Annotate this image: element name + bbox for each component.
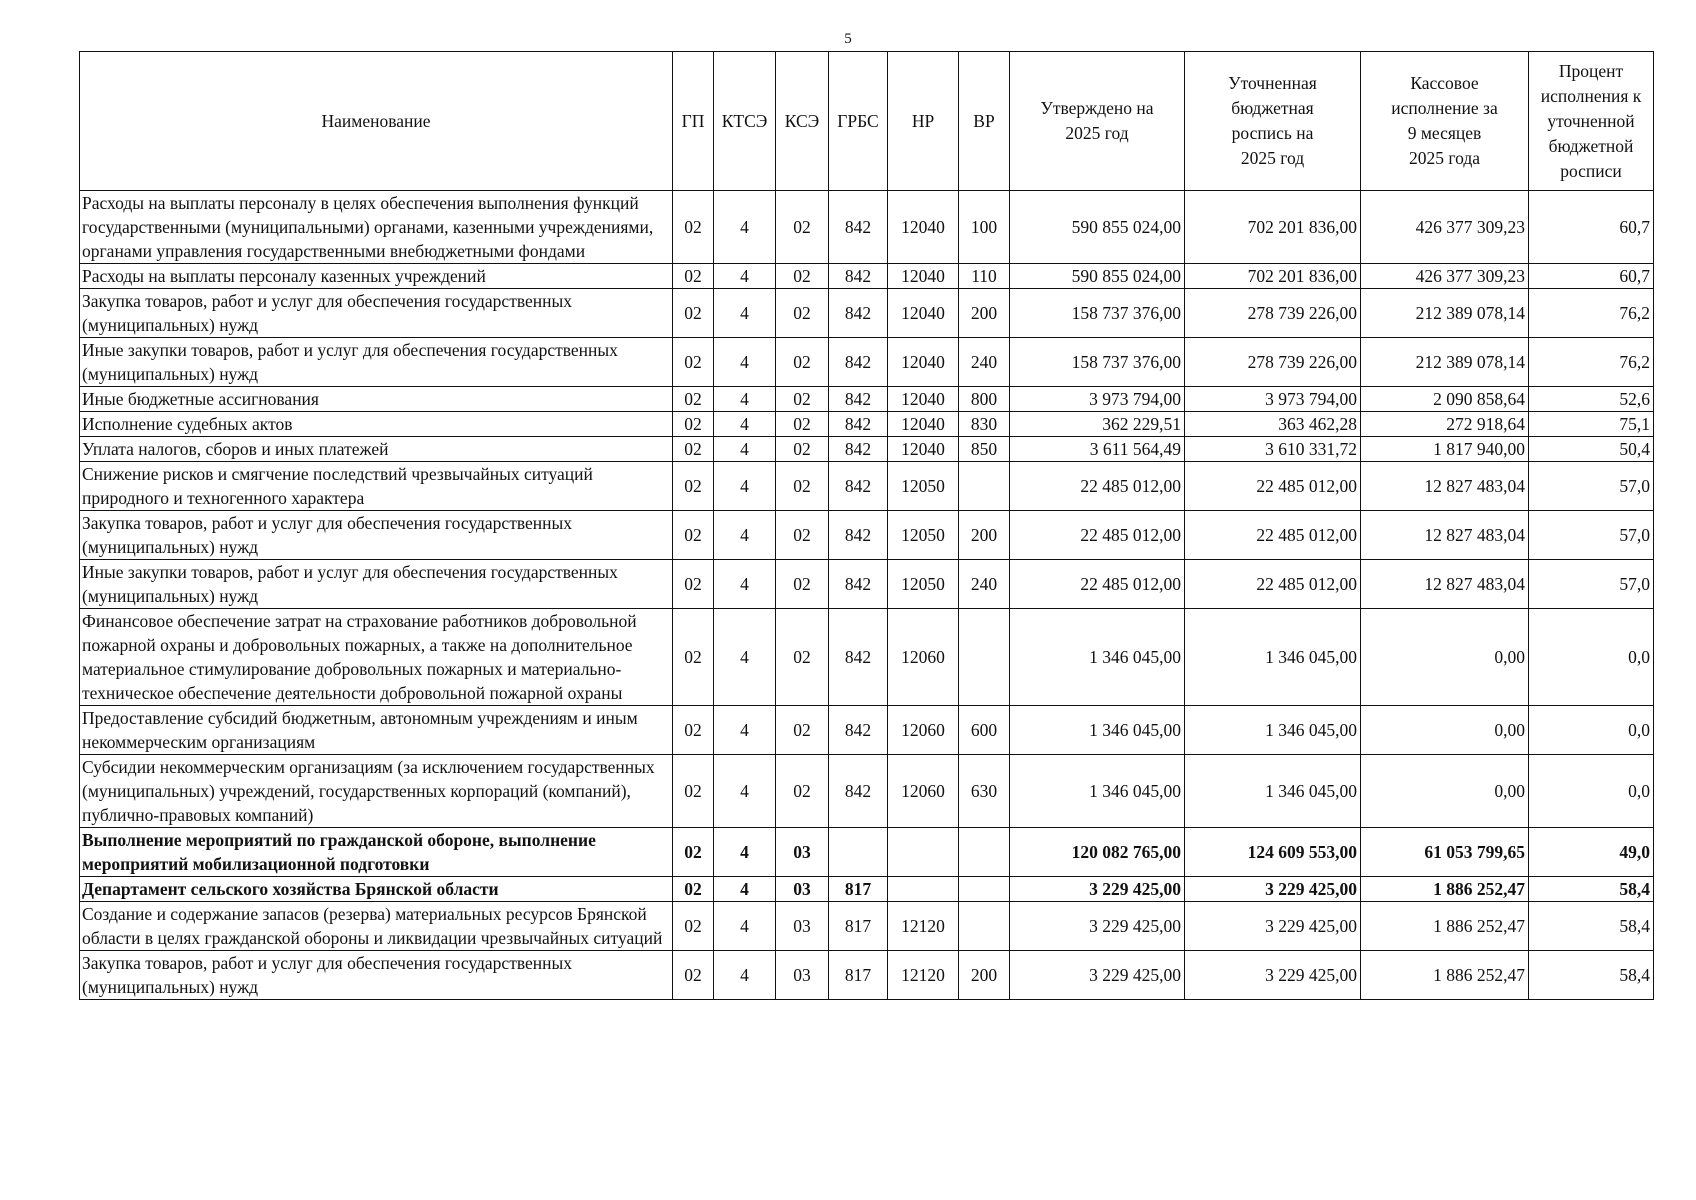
row-approved: 22 485 012,00 [1010, 560, 1185, 609]
row-vr [959, 609, 1010, 706]
row-approved: 1 346 045,00 [1010, 609, 1185, 706]
row-name: Снижение рисков и смягчение последствий чрезвычайных ситуаций природного и техногенного характера [80, 462, 673, 511]
row-vr: 600 [959, 706, 1010, 755]
row-cash: 426 377 309,23 [1361, 191, 1529, 264]
row-approved: 158 737 376,00 [1010, 289, 1185, 338]
row-kse: 02 [776, 609, 829, 706]
row-cash: 426 377 309,23 [1361, 264, 1529, 289]
row-kse: 02 [776, 387, 829, 412]
row-np: 12040 [888, 437, 959, 462]
row-name: Закупка товаров, работ и услуг для обеспечения государственных (муниципальных) нужд [80, 289, 673, 338]
header-ktse: КТСЭ [714, 52, 776, 191]
row-ktse: 4 [714, 511, 776, 560]
row-refined: 22 485 012,00 [1185, 462, 1361, 511]
row-np: 12040 [888, 387, 959, 412]
row-gp: 02 [673, 387, 714, 412]
row-kse: 03 [776, 828, 829, 877]
table-row [80, 706, 1654, 755]
row-vr: 240 [959, 338, 1010, 387]
row-ktse: 4 [714, 289, 776, 338]
row-np: 12040 [888, 289, 959, 338]
row-percent: 0,0 [1529, 609, 1654, 706]
row-approved: 3 229 425,00 [1010, 902, 1185, 951]
row-approved: 1 346 045,00 [1010, 706, 1185, 755]
row-refined: 124 609 553,00 [1185, 828, 1361, 877]
row-np: 12050 [888, 511, 959, 560]
row-percent: 50,4 [1529, 437, 1654, 462]
row-cash: 0,00 [1361, 755, 1529, 828]
row-gp: 02 [673, 902, 714, 951]
row-cash: 12 827 483,04 [1361, 560, 1529, 609]
row-cash: 12 827 483,04 [1361, 511, 1529, 560]
row-percent: 58,4 [1529, 951, 1654, 1000]
row-name: Исполнение судебных актов [80, 412, 673, 437]
row-grbs: 842 [829, 609, 888, 706]
row-vr [959, 828, 1010, 877]
row-vr: 200 [959, 289, 1010, 338]
header-cash: Кассовое исполнение за 9 месяцев 2025 года [1361, 52, 1529, 191]
table-row [80, 412, 1654, 437]
row-name: Уплата налогов, сборов и иных платежей [80, 437, 673, 462]
row-refined: 22 485 012,00 [1185, 560, 1361, 609]
row-percent: 57,0 [1529, 462, 1654, 511]
row-name: Иные закупки товаров, работ и услуг для обеспечения государственных (муниципальных) нужд [80, 338, 673, 387]
row-grbs: 842 [829, 289, 888, 338]
header-row [80, 52, 1654, 191]
row-np: 12040 [888, 338, 959, 387]
row-gp: 02 [673, 511, 714, 560]
header-percent: Процент исполнения к уточненной бюджетной росписи [1529, 52, 1654, 191]
row-grbs: 842 [829, 462, 888, 511]
row-ktse: 4 [714, 412, 776, 437]
row-percent: 76,2 [1529, 338, 1654, 387]
row-ktse: 4 [714, 338, 776, 387]
row-cash: 1 886 252,47 [1361, 877, 1529, 902]
row-vr [959, 877, 1010, 902]
row-kse: 02 [776, 412, 829, 437]
row-percent: 60,7 [1529, 264, 1654, 289]
row-ktse: 4 [714, 560, 776, 609]
header-grbs: ГРБС [829, 52, 888, 191]
row-vr: 100 [959, 191, 1010, 264]
row-refined: 3 229 425,00 [1185, 951, 1361, 1000]
row-name: Создание и содержание запасов (резерва) материальных ресурсов Брянской области в целях гражданской обороны и ликвидации чрезвычайных ситуаций [80, 902, 673, 951]
row-grbs: 842 [829, 387, 888, 412]
row-name: Предоставление субсидий бюджетным, автономным учреждениям и иным некоммерческим организациям [80, 706, 673, 755]
row-ktse: 4 [714, 437, 776, 462]
row-refined: 702 201 836,00 [1185, 191, 1361, 264]
row-ktse: 4 [714, 264, 776, 289]
row-refined: 702 201 836,00 [1185, 264, 1361, 289]
row-cash: 1 886 252,47 [1361, 951, 1529, 1000]
row-kse: 02 [776, 264, 829, 289]
row-approved: 158 737 376,00 [1010, 338, 1185, 387]
table-row [80, 828, 1654, 877]
row-vr: 800 [959, 387, 1010, 412]
row-refined: 22 485 012,00 [1185, 511, 1361, 560]
row-grbs [829, 828, 888, 877]
header-vr: ВР [959, 52, 1010, 191]
row-cash: 0,00 [1361, 706, 1529, 755]
row-np: 12060 [888, 609, 959, 706]
row-percent: 0,0 [1529, 706, 1654, 755]
table-row [80, 191, 1654, 264]
table-row [80, 877, 1654, 902]
row-np: 12050 [888, 462, 959, 511]
row-refined: 1 346 045,00 [1185, 706, 1361, 755]
row-np: 12060 [888, 706, 959, 755]
row-kse: 02 [776, 462, 829, 511]
row-gp: 02 [673, 560, 714, 609]
row-name: Департамент сельского хозяйства Брянской области [80, 877, 673, 902]
row-approved: 3 611 564,49 [1010, 437, 1185, 462]
row-approved: 3 973 794,00 [1010, 387, 1185, 412]
row-np: 12120 [888, 902, 959, 951]
row-percent: 58,4 [1529, 902, 1654, 951]
row-ktse: 4 [714, 902, 776, 951]
row-gp: 02 [673, 877, 714, 902]
row-grbs: 842 [829, 511, 888, 560]
row-approved: 3 229 425,00 [1010, 951, 1185, 1000]
table-row [80, 560, 1654, 609]
header-refined: Уточненная бюджетная роспись на 2025 год [1185, 52, 1361, 191]
row-gp: 02 [673, 437, 714, 462]
row-np: 12050 [888, 560, 959, 609]
page-number: 5 [844, 31, 852, 47]
row-ktse: 4 [714, 462, 776, 511]
row-refined: 3 229 425,00 [1185, 877, 1361, 902]
row-percent: 58,4 [1529, 877, 1654, 902]
row-approved: 590 855 024,00 [1010, 191, 1185, 264]
row-refined: 3 973 794,00 [1185, 387, 1361, 412]
row-grbs: 842 [829, 412, 888, 437]
row-gp: 02 [673, 338, 714, 387]
row-approved: 22 485 012,00 [1010, 511, 1185, 560]
row-grbs: 842 [829, 264, 888, 289]
row-name: Расходы на выплаты персоналу казенных учреждений [80, 264, 673, 289]
row-ktse: 4 [714, 877, 776, 902]
table-row [80, 462, 1654, 511]
row-cash: 61 053 799,65 [1361, 828, 1529, 877]
row-grbs: 842 [829, 191, 888, 264]
row-cash: 2 090 858,64 [1361, 387, 1529, 412]
row-refined: 3 229 425,00 [1185, 902, 1361, 951]
row-name: Закупка товаров, работ и услуг для обеспечения государственных (муниципальных) нужд [80, 951, 673, 1000]
row-cash: 212 389 078,14 [1361, 289, 1529, 338]
row-cash: 1 817 940,00 [1361, 437, 1529, 462]
row-vr: 630 [959, 755, 1010, 828]
row-gp: 02 [673, 191, 714, 264]
row-percent: 76,2 [1529, 289, 1654, 338]
row-refined: 363 462,28 [1185, 412, 1361, 437]
row-ktse: 4 [714, 706, 776, 755]
table-row [80, 338, 1654, 387]
row-gp: 02 [673, 412, 714, 437]
row-kse: 02 [776, 437, 829, 462]
row-gp: 02 [673, 706, 714, 755]
row-cash: 1 886 252,47 [1361, 902, 1529, 951]
row-approved: 22 485 012,00 [1010, 462, 1185, 511]
header-kse: КСЭ [776, 52, 829, 191]
row-name: Выполнение мероприятий по гражданской обороне, выполнение мероприятий мобилизационной подготовки [80, 828, 673, 877]
row-refined: 278 739 226,00 [1185, 338, 1361, 387]
row-percent: 49,0 [1529, 828, 1654, 877]
row-ktse: 4 [714, 609, 776, 706]
row-ktse: 4 [714, 828, 776, 877]
row-percent: 57,0 [1529, 560, 1654, 609]
row-ktse: 4 [714, 191, 776, 264]
row-vr: 200 [959, 951, 1010, 1000]
row-gp: 02 [673, 289, 714, 338]
row-name: Финансовое обеспечение затрат на страхование работников добровольной пожарной охраны и добровольных пожарных, а также на дополнительное материальное стимулирование добровольных пожарных и материально-техническое обеспечение деятельности добровольной пожарной охраны [80, 609, 673, 706]
row-vr: 850 [959, 437, 1010, 462]
row-cash: 272 918,64 [1361, 412, 1529, 437]
row-approved: 3 229 425,00 [1010, 877, 1185, 902]
row-kse: 02 [776, 511, 829, 560]
row-vr: 200 [959, 511, 1010, 560]
row-np: 12040 [888, 412, 959, 437]
row-cash: 0,00 [1361, 609, 1529, 706]
row-ktse: 4 [714, 951, 776, 1000]
row-kse: 02 [776, 755, 829, 828]
row-approved: 1 346 045,00 [1010, 755, 1185, 828]
row-grbs: 817 [829, 951, 888, 1000]
row-name: Расходы на выплаты персоналу в целях обеспечения выполнения функций государственными (муниципальными) органами, казенными учреждениями, органами управления государственными внебюджетными фондами [80, 191, 673, 264]
row-grbs: 842 [829, 338, 888, 387]
row-gp: 02 [673, 609, 714, 706]
row-np [888, 877, 959, 902]
row-name: Закупка товаров, работ и услуг для обеспечения государственных (муниципальных) нужд [80, 511, 673, 560]
row-kse: 03 [776, 877, 829, 902]
header-np: НР [888, 52, 959, 191]
row-kse: 02 [776, 338, 829, 387]
row-gp: 02 [673, 951, 714, 1000]
row-np: 12060 [888, 755, 959, 828]
row-grbs: 842 [829, 437, 888, 462]
row-name: Субсидии некоммерческим организациям (за исключением государственных (муниципальных) учреждений, государственных корпораций (компаний), публично-правовых компаний) [80, 755, 673, 828]
header-gp: ГП [673, 52, 714, 191]
row-np [888, 828, 959, 877]
row-gp: 02 [673, 264, 714, 289]
row-ktse: 4 [714, 387, 776, 412]
row-approved: 590 855 024,00 [1010, 264, 1185, 289]
row-np: 12120 [888, 951, 959, 1000]
row-percent: 75,1 [1529, 412, 1654, 437]
row-np: 12040 [888, 264, 959, 289]
row-name: Иные закупки товаров, работ и услуг для обеспечения государственных (муниципальных) нужд [80, 560, 673, 609]
table-row [80, 511, 1654, 560]
table-row [80, 387, 1654, 412]
header-name: Наименование [80, 52, 673, 191]
row-cash: 212 389 078,14 [1361, 338, 1529, 387]
row-refined: 278 739 226,00 [1185, 289, 1361, 338]
row-percent: 60,7 [1529, 191, 1654, 264]
row-kse: 02 [776, 191, 829, 264]
row-vr: 830 [959, 412, 1010, 437]
row-name: Иные бюджетные ассигнования [80, 387, 673, 412]
row-kse: 02 [776, 289, 829, 338]
row-kse: 03 [776, 902, 829, 951]
row-grbs: 817 [829, 877, 888, 902]
row-kse: 02 [776, 706, 829, 755]
row-ktse: 4 [714, 755, 776, 828]
row-kse: 02 [776, 560, 829, 609]
header-approved: Утверждено на 2025 год [1010, 52, 1185, 191]
row-refined: 1 346 045,00 [1185, 609, 1361, 706]
row-gp: 02 [673, 755, 714, 828]
row-approved: 120 082 765,00 [1010, 828, 1185, 877]
row-cash: 12 827 483,04 [1361, 462, 1529, 511]
row-grbs: 842 [829, 706, 888, 755]
row-grbs: 817 [829, 902, 888, 951]
table-row [80, 437, 1654, 462]
row-percent: 52,6 [1529, 387, 1654, 412]
row-gp: 02 [673, 828, 714, 877]
budget-execution-table [79, 51, 1654, 1000]
row-refined: 1 346 045,00 [1185, 755, 1361, 828]
row-percent: 57,0 [1529, 511, 1654, 560]
row-grbs: 842 [829, 560, 888, 609]
row-np: 12040 [888, 191, 959, 264]
row-vr: 240 [959, 560, 1010, 609]
table-row [80, 289, 1654, 338]
row-percent: 0,0 [1529, 755, 1654, 828]
table-row [80, 902, 1654, 951]
row-vr: 110 [959, 264, 1010, 289]
row-refined: 3 610 331,72 [1185, 437, 1361, 462]
row-grbs: 842 [829, 755, 888, 828]
row-kse: 03 [776, 951, 829, 1000]
table-row [80, 609, 1654, 706]
table-row [80, 264, 1654, 289]
row-vr [959, 902, 1010, 951]
row-gp: 02 [673, 462, 714, 511]
row-approved: 362 229,51 [1010, 412, 1185, 437]
table-row [80, 755, 1654, 828]
table-row [80, 951, 1654, 1000]
row-vr [959, 462, 1010, 511]
